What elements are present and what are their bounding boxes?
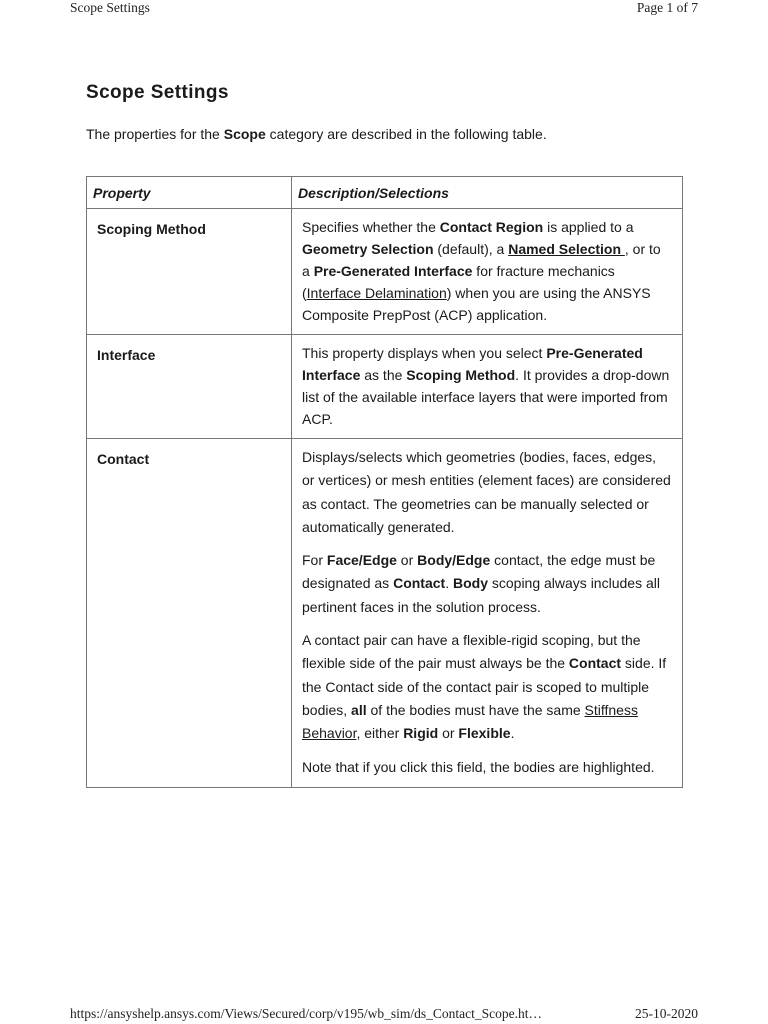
named-selection-link[interactable]: Named Selection [508, 241, 625, 257]
table-row [87, 335, 683, 439]
text: side. If the Contact side of the contact pair is scoped to multiple bodies, [302, 655, 667, 718]
page-url: https://ansyshelp.ansys.com/Views/Secured/corp/v195/wb_sim/ds_Contact_Scope.ht… [70, 1006, 543, 1021]
text: or [396, 552, 418, 569]
text: . [445, 575, 453, 592]
bold-term: Pre-Generated Interface [302, 345, 643, 383]
bold-term: Contact [568, 655, 622, 672]
text: as the [360, 367, 407, 383]
property-description [292, 439, 683, 788]
property-description [292, 209, 683, 335]
bold-term: Body [452, 575, 488, 592]
bold-term: Pre-Generated Interface [313, 263, 473, 279]
print-date: 25-10-2020 [635, 1006, 698, 1021]
text: , or to a [302, 241, 661, 279]
text: Specifies whether the [302, 219, 440, 235]
description-paragraph [302, 342, 672, 430]
text: or [438, 725, 459, 742]
header-description: Description/Selections [292, 177, 683, 209]
description-paragraph: Displays/selects which geometries (bodies, faces, edges, or vertices) or mesh entities (element faces) are considered as contact. The geometries can be manually selected or automatically generated. [302, 449, 671, 535]
intro-paragraph [86, 124, 683, 144]
description-paragraph: Note that if you click this field, the bodies are highlighted. [302, 758, 655, 775]
text: . [510, 725, 515, 742]
document-body [86, 80, 683, 788]
text: scoping always includes all pertinent faces in the solution process. [302, 575, 660, 615]
property-name: Contact [87, 439, 292, 788]
table-row [87, 439, 683, 788]
bold-term: Scoping Method [406, 367, 516, 383]
description-paragraph [302, 216, 672, 326]
description-paragraph [302, 549, 672, 619]
bold-term: Flexible [458, 725, 511, 742]
page-number: Page 1 of 7 [636, 0, 698, 15]
table-header-row [87, 177, 683, 209]
bold-term: Geometry Selection [302, 241, 434, 257]
text: of the bodies must have the same [366, 701, 585, 718]
text: For [302, 552, 327, 569]
text: ) when you are using the ANSYS Composite PrepPost (ACP) application. [302, 285, 651, 323]
print-header [70, 0, 698, 16]
property-name: Interface [87, 335, 292, 439]
bold-term: Rigid [403, 725, 439, 742]
header-title: Scope Settings [70, 0, 150, 15]
bold-term: Face/Edge [326, 552, 397, 569]
intro-text: The properties for the [86, 126, 224, 142]
intro-bold: Scope [223, 126, 266, 142]
text: contact, the edge must be designated as [302, 552, 656, 592]
bold-term: Contact [393, 575, 446, 592]
property-description [292, 335, 683, 439]
bold-term: Contact Region [439, 219, 544, 235]
stiffness-behavior-link[interactable]: Stiffness Behavior [302, 701, 638, 742]
property-name: Scoping Method [87, 209, 292, 335]
text: (default), a [433, 241, 509, 257]
bold-term: Body/Edge [417, 552, 491, 569]
text: A contact pair can have a flexible-rigid scoping, but the flexible side of the pair must always be the [302, 632, 641, 672]
description-paragraph [302, 629, 672, 745]
text: is applied to a [543, 219, 634, 235]
text: . It provides a drop-down list of the available interface layers that were imported from ACP. [302, 367, 670, 427]
print-footer [70, 1006, 698, 1022]
properties-table [86, 176, 683, 788]
table-row [87, 209, 683, 335]
intro-text-end: category are described in the following table. [265, 126, 547, 142]
interface-delamination-link[interactable]: Interface Delamination [306, 285, 447, 301]
bold-term: all [351, 701, 367, 718]
header-property: Property [87, 177, 292, 209]
text: for fracture mechanics ( [302, 263, 615, 301]
page-title: Scope Settings [86, 82, 229, 103]
text: , either [356, 725, 404, 742]
text: This property displays when you select [302, 345, 547, 361]
